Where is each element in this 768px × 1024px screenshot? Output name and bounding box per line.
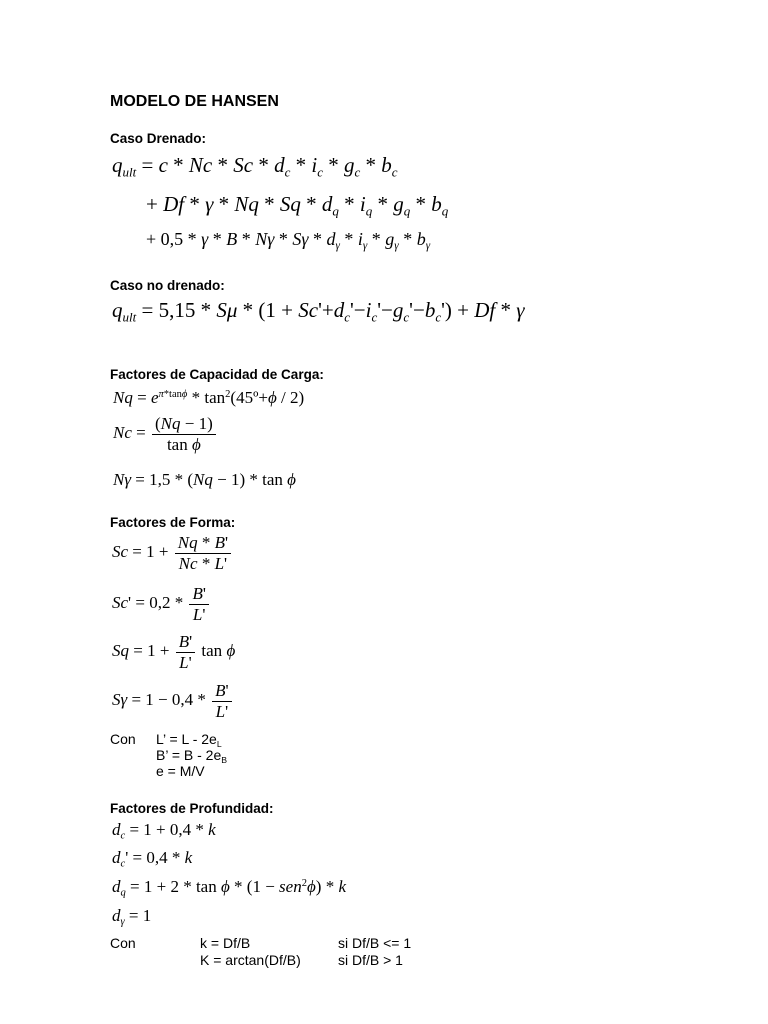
section-drenado: Caso Drenado: <box>110 131 207 146</box>
prof-c2: si Df/B > 1 <box>338 952 403 968</box>
page-title: MODELO DE HANSEN <box>110 93 279 110</box>
equation-dc: $d_c = 1 + 0,4 * k$ <box>112 820 216 842</box>
equation-dq: $d_q = 1 + 2 * \tan \phi * (1 - sen^2\phi) * k$ <box>112 877 346 899</box>
forma-note-b: B’ = B - $2e_B$ <box>156 747 228 766</box>
prof-con-label: Con <box>110 935 136 951</box>
prof-k2: K = arctan(Df/B) <box>200 952 301 968</box>
section-capacidad: Factores de Capacidad de Carga: <box>110 367 324 382</box>
equation-dgamma: $d_\gamma = 1$ <box>112 906 152 928</box>
equation-sq: Sq = 1 + $\frac{B'}{L'}$ tan ϕ <box>112 632 236 672</box>
equation-sgamma: Sγ = 1 − 0,4 * $\frac{B'}{L'}$ <box>112 681 234 721</box>
section-no-drenado: Caso no drenado: <box>110 278 225 293</box>
forma-note-l: L’ = L - $2e_L$ <box>156 731 222 750</box>
section-forma: Factores de Forma: <box>110 515 236 530</box>
prof-k1: k = Df/B <box>200 935 251 951</box>
equation-dc-prime: $d_c' = 0,4 * k$ <box>112 848 193 870</box>
equation-qult-drained-line3: + 0,5 * γ * B * Nγ * Sγ * $d_\gamma * i_\gamma * g_\gamma * b_\gamma$ <box>146 229 431 252</box>
equation-nc: Nc = $\frac{(Nq - 1)}{\text{tan ϕ}}$ <box>113 414 218 454</box>
equation-nq: $Nq = e^{\pi*tan\phi}$ * $\tan^2(45º+\phi / 2)$ <box>113 388 305 407</box>
section-profundidad: Factores de Profundidad: <box>110 801 274 816</box>
equation-sc: Sc = 1 + $\frac{Nq * B'}{Nc * L'}$ <box>112 533 233 573</box>
equation-qult-drained-line1: $q_{ult} = c * Nc * Sc * d_c * i_c * g_c * b_c$ <box>112 153 398 180</box>
equation-ngamma: Nγ = 1,5 * (Nq − 1) * tan ϕ <box>113 470 296 489</box>
equation-qult-undrained: $q_{ult} = 5,15 * S\mu * (1 + Sc'+d_c'-i_c'-g_c'-b_c') + Df * \gamma$ <box>112 298 525 325</box>
prof-c1: si Df/B <= 1 <box>338 935 412 951</box>
equation-qult-drained-line2: + Df * γ * Nq * Sq * $d_q * i_q * g_q * b_q$ <box>146 192 449 219</box>
forma-note-e: e = M/V <box>156 763 205 779</box>
equation-sc-prime: Sc' = 0,2 * $\frac{B'}{L'}$ <box>112 584 211 624</box>
forma-con-label: Con <box>110 731 136 747</box>
